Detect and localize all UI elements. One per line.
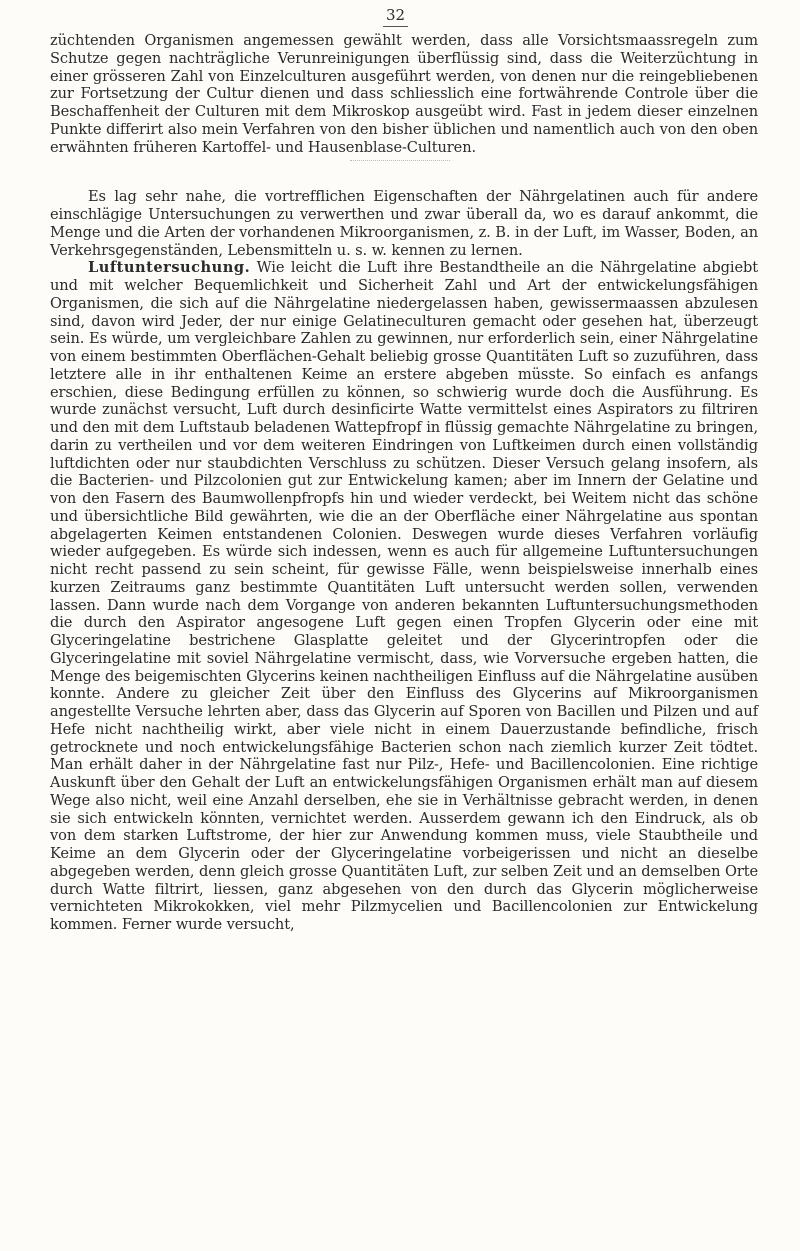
section-heading-air-examination: Luftuntersuchung.	[88, 259, 251, 277]
page-number: 32	[383, 6, 408, 27]
paragraph-air-examination-text: Wie leicht die Luft ihre Bestandtheile an die Nährgelatine abgiebt und mit welcher Bequemlichkeit und Sicherheit Zahl und Art der entwickelungsfähigen Organismen, die sich auf die Nährgelatine niedergelassen haben, gewissermaassen abzulesen sind, davon wird Jeder, der nur einige Gelatineculturen gemacht oder gesehen hat, überzeugt sein. Es würde, um vergleichbare Zahlen zu gewinnen, nur erforderlich sein, einer Nährgelatine von einem bestimmten Oberflächen-Gehalt beliebig grosse Quantitäten Luft so zuzuführen, dass letztere alle in ihr enthaltenen Keime an erstere abgeben müsste. So einfach es anfangs erschien, diese Bedingung erfüllen zu können, so schwierig wurde doch die Ausführung. Es wurde zunächst versucht, Luft durch desinficirte Watte vermittelst eines Aspirators zu filtriren und den mit dem Luftstaub beladenen Wattepfropf in flüssig gemachte Nährgelatine zu bringen, darin zu vertheilen und vor dem weiteren Eindringen von Luftkeimen durch einen vollständig luftdichten oder nur staubdichten Verschluss zu schützen. Dieser Versuch gelang insofern, als die Bacterien- und Pilzcolonien gut zur Entwickelung kamen; aber im Innern der Gelatine und von den Fasern des Baumwollenpfropfs hin und wieder verdeckt, bei Weitem nicht das schöne und übersichtliche Bild gewährten, wie die an der Oberfläche einer Nährgelatine aus spontan abgelagerten Keimen entstandenen Colonien. Deswegen wurde dieses Verfahren vorläufig wieder aufgegeben. Es würde sich indessen, wenn es auch für allgemeine Luftuntersuchungen nicht recht passend zu sein scheint, für gewisse Fälle, wenn beispielsweise innerhalb eines kurzen Zeitraums ganz bestimmte Quantitäten Luft untersucht werden sollen, verwenden lassen. Dann wurde nach dem Vorgange von anderen bekannten Luftuntersuchungsmethoden die durch den Aspirator angesogene Luft gegen einen Tropfen Glycerin oder eine mit Glyceringelatine bestrichene Glasplatte geleitet und der Glycerintropfen oder die Glyceringelatine mit soviel Nährgelatine vermischt, dass, wie Vorversuche ergeben hatten, die Menge des beigemischten Glycerins keinen nachtheiligen Einfluss auf die Nährgelatine ausüben konnte. Andere zu gleicher Zeit über den Einfluss des Glycerins auf Mikroorganismen angestellte Versuche lehrten aber, dass das Glycerin auf Sporen von Bacillen und Pilzen und auf Hefe nicht nachtheilig wirkt, aber viele nicht in einem Dauerzustande befindliche, frisch getrocknete und noch entwickelungsfähige Bacterien schon nach ziemlich kurzer Zeit tödtet. Man erhält daher in der Nährgelatine fast nur Pilz-, Hefe- und Bacillencolonien. Eine richtige Auskunft über den Gehalt der Luft an entwickelungsfähigen Organismen erhält man auf diesem Wege also nicht, weil eine Anzahl derselben, ehe sie in Verhältnisse gebracht werden, in denen sie sich entwickeln könnten, vernichtet werden. Ausserdem gewann ich den Eindruck, als ob von dem starken Luftstrome, der hier zur Anwendung kommen muss, viele Staubtheile und Keime an dem Glycerin oder der Glyceringelatine vorbeigerissen und nicht an dieselbe abgegeben werden, denn gleich grosse Quantitäten Luft, zur selben Zeit und an demselben Orte durch Watte filtrirt, liessen, ganz abgesehen von den durch das Glycerin möglicherweise vernichteten Mikrokokken, viel mehr Pilzmycelien und Bacillencolonien zur Entwickelung kommen. Ferner wurde versucht,	[50, 259, 758, 933]
page-body	[50, 32, 758, 934]
paragraph-nutrient-gelatine: Es lag sehr nahe, die vortrefflichen Eigenschaften der Nährgelatinen auch für andere einschlägige Untersuchungen zu verwerthen und zwar überall da, wo es darauf ankommt, die Menge und die Arten der vorhandenen Mikroorganismen, z. B. in der Luft, im Wasser, Boden, an Verkehrsgegenständen, Lebensmitteln u. s. w. kennen zu lernen.	[50, 188, 758, 259]
section-separator	[50, 156, 758, 166]
paragraph-air-examination	[50, 259, 758, 934]
paragraph-culture-methods: züchtenden Organismen angemessen gewählt werden, dass alle Vorsichtsmaassregeln zum Schutze gegen nachträgliche Verunreinigungen überflüssig sind, dass die Weiterzüchtung in einer grösseren Zahl von Einzelculturen ausgeführt werden, von denen nur die reingebliebenen zur Fortsetzung der Cultur dienen und dass schliesslich eine fortwährende Controle über die Beschaffenheit der Culturen mit dem Mikroskop ausgeübt wird. Fast in jedem dieser einzelnen Punkte differirt also mein Verfahren von den bisher üblichen und namentlich auch von den oben erwähnten früheren Kartoffel- und Hausenblase-Culturen.	[50, 32, 758, 156]
